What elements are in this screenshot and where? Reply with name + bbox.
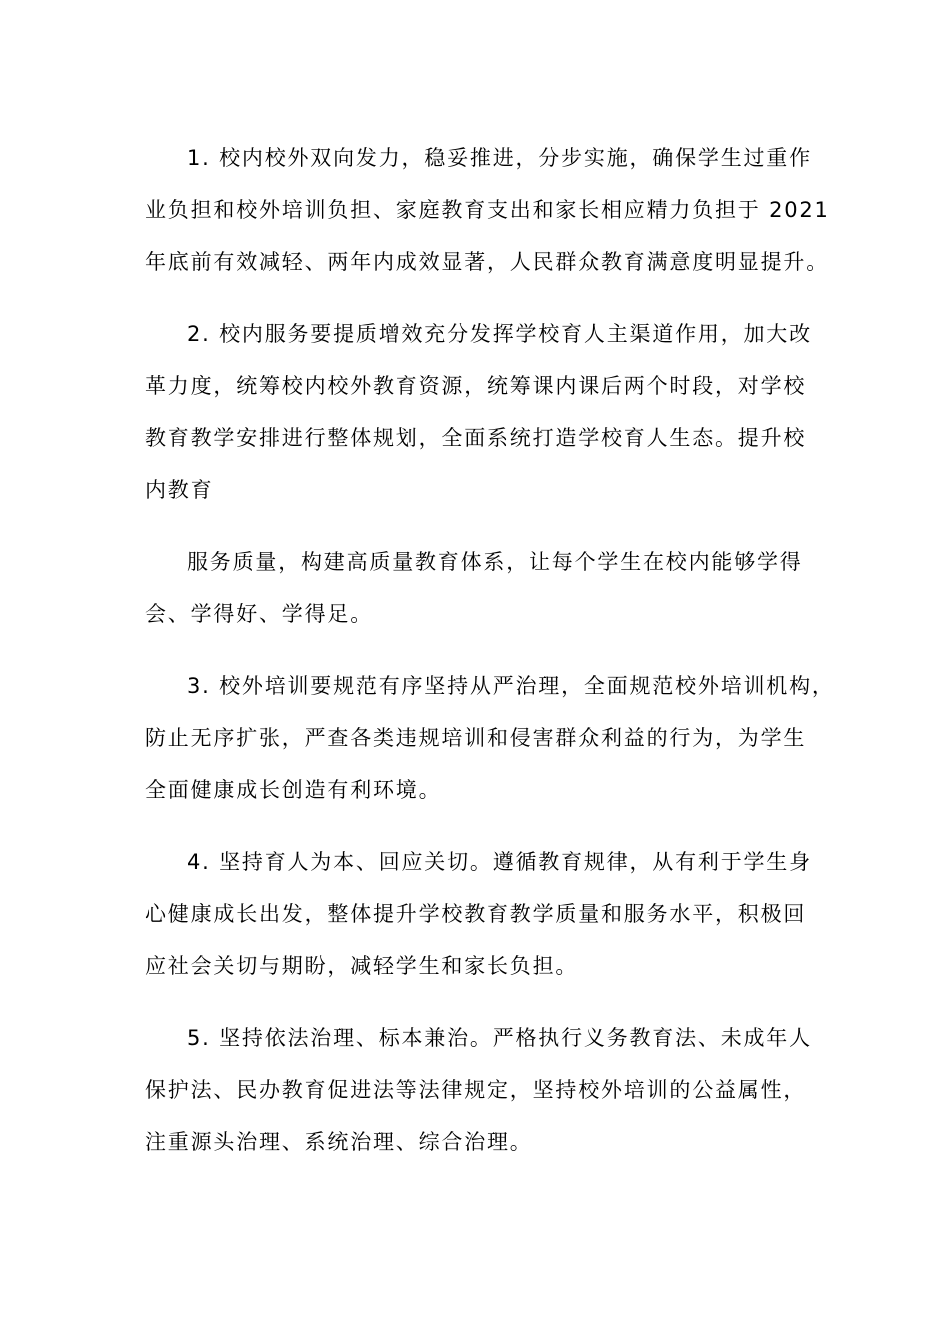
paragraph-line: 年底前有效减轻、两年内成效显著，人民群众教育满意度明显提升。 — [145, 250, 829, 274]
paragraph-gap — [145, 640, 805, 660]
paragraph-line: 革力度，统筹校内校外教育资源，统筹课内课后两个时段，对学校 — [145, 374, 807, 398]
paragraph-line: 4. 坚持育人为本、回应关切。遵循教育规律，从有利于学生身 — [187, 850, 812, 874]
paragraph-gap — [145, 992, 805, 1012]
paragraph-line: 保护法、民办教育促进法等法律规定，坚持校外培训的公益属性， — [145, 1078, 807, 1102]
paragraph-line: 5. 坚持依法治理、标本兼治。严格执行义务教育法、未成年人 — [187, 1026, 812, 1050]
paragraph-line: 业负担和校外培训负担、家庭教育支出和家长相应精力负担于 2021 — [145, 198, 830, 222]
document-body — [145, 132, 835, 1168]
paragraph-3 — [145, 536, 805, 640]
paragraph-line: 应社会关切与期盼，减轻学生和家长负担。 — [145, 954, 579, 978]
paragraph-5 — [145, 836, 812, 992]
paragraph-line: 2. 校内服务要提质增效充分发挥学校育人主渠道作用，加大改 — [187, 322, 812, 346]
paragraph-4 — [145, 660, 835, 816]
paragraph-line: 防止无序扩张，严查各类违规培训和侵害群众利益的行为，为学生 — [145, 726, 807, 750]
paragraph-2 — [145, 308, 812, 516]
paragraph-line: 3. 校外培训要规范有序坚持从严治理，全面规范校外培训机构， — [187, 674, 835, 698]
paragraph-6 — [145, 1012, 812, 1168]
paragraph-gap — [145, 816, 805, 836]
paragraph-line: 1. 校内校外双向发力，稳妥推进，分步实施，确保学生过重作 — [187, 146, 812, 170]
paragraph-line: 服务质量，构建高质量教育体系，让每个学生在校内能够学得 — [187, 550, 803, 574]
paragraph-line: 注重源头治理、系统治理、综合治理。 — [145, 1130, 533, 1154]
paragraph-gap — [145, 288, 805, 308]
paragraph-gap — [145, 516, 805, 536]
paragraph-line: 内教育 — [145, 478, 214, 502]
paragraph-1 — [145, 132, 830, 288]
paragraph-line: 心健康成长出发，整体提升学校教育教学质量和服务水平，积极回 — [145, 902, 807, 926]
paragraph-line: 全面健康成长创造有利环境。 — [145, 778, 442, 802]
paragraph-line: 教育教学安排进行整体规划，全面系统打造学校育人生态。提升校 — [145, 426, 807, 450]
paragraph-line: 会、学得好、学得足。 — [145, 602, 373, 626]
